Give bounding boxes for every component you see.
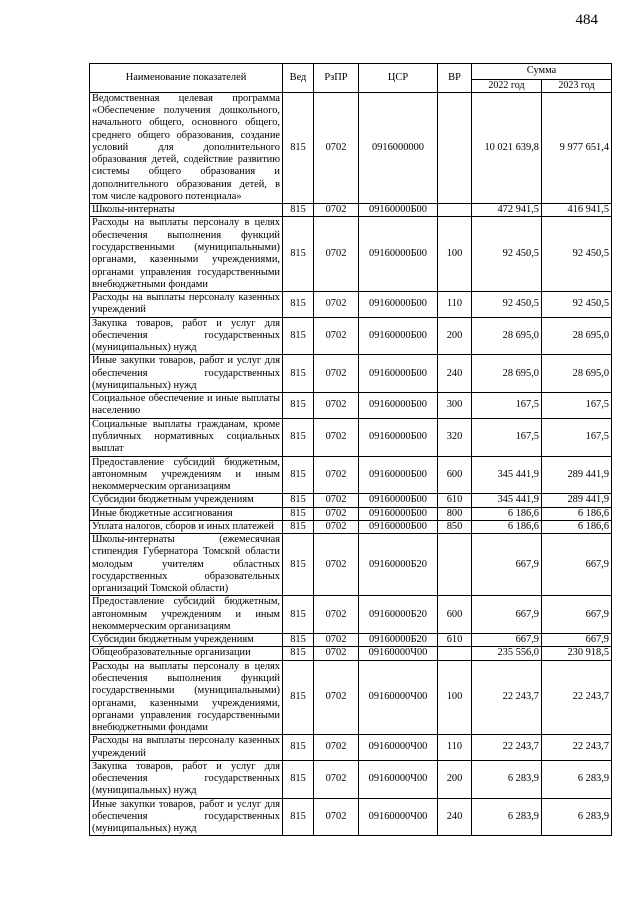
table-row <box>90 760 612 798</box>
row-rzpr: 0702 <box>314 520 359 533</box>
table-row <box>90 798 612 836</box>
row-ved: 815 <box>283 647 314 660</box>
row-name: Социальные выплаты гражданам, кроме публичных нормативных социальных выплат <box>90 418 283 456</box>
row-vr: 610 <box>438 494 472 507</box>
row-rzpr: 0702 <box>314 393 359 419</box>
row-name: Закупка товаров, работ и услуг для обеспечения государственных (муниципальных) нужд <box>90 317 283 355</box>
table-row <box>90 647 612 660</box>
row-csr: 09160000Б00 <box>359 494 438 507</box>
row-rzpr: 0702 <box>314 494 359 507</box>
row-csr: 09160000Ч00 <box>359 660 438 735</box>
row-sum-2023: 667,9 <box>542 596 612 634</box>
row-rzpr: 0702 <box>314 735 359 761</box>
row-name: Общеобразовательные организации <box>90 647 283 660</box>
row-sum-2023: 92 450,5 <box>542 217 612 292</box>
row-name: Иные бюджетные ассигнования <box>90 507 283 520</box>
row-vr: 240 <box>438 355 472 393</box>
row-sum-2023: 6 186,6 <box>542 520 612 533</box>
row-csr: 09160000Б20 <box>359 534 438 596</box>
row-ved: 815 <box>283 393 314 419</box>
row-name: Иные закупки товаров, работ и услуг для обеспечения государственных (муниципальных) нужд <box>90 355 283 393</box>
row-sum-2022: 6 283,9 <box>472 760 542 798</box>
row-sum-2023: 9 977 651,4 <box>542 92 612 203</box>
row-ved: 815 <box>283 596 314 634</box>
row-rzpr: 0702 <box>314 456 359 494</box>
row-csr: 09160000Б00 <box>359 217 438 292</box>
row-ved: 815 <box>283 735 314 761</box>
row-rzpr: 0702 <box>314 204 359 217</box>
header-ved: Вед <box>283 64 314 93</box>
table-header <box>90 64 612 93</box>
row-name: Ведомственная целевая программа «Обеспечение получения дошкольного, начального общего, основного общего, среднего общего образования, создание условий для дополнительного образования детей, содействие развитию системы общего образования и дополнительного образования детей, в том числе кадрового потенциала» <box>90 92 283 203</box>
row-ved: 815 <box>283 798 314 836</box>
row-ved: 815 <box>283 760 314 798</box>
table-row <box>90 217 612 292</box>
row-sum-2023: 416 941,5 <box>542 204 612 217</box>
row-csr: 09160000Б00 <box>359 393 438 419</box>
row-vr <box>438 204 472 217</box>
row-vr: 100 <box>438 660 472 735</box>
row-csr: 09160000Б20 <box>359 596 438 634</box>
table-row <box>90 393 612 419</box>
row-rzpr: 0702 <box>314 355 359 393</box>
row-sum-2022: 345 441,9 <box>472 456 542 494</box>
row-name: Закупка товаров, работ и услуг для обеспечения государственных (муниципальных) нужд <box>90 760 283 798</box>
row-vr: 200 <box>438 760 472 798</box>
row-sum-2022: 92 450,5 <box>472 292 542 318</box>
row-name: Субсидии бюджетным учреждениям <box>90 494 283 507</box>
row-rzpr: 0702 <box>314 660 359 735</box>
row-vr: 320 <box>438 418 472 456</box>
table-row <box>90 520 612 533</box>
row-sum-2022: 6 186,6 <box>472 507 542 520</box>
row-sum-2022: 10 021 639,8 <box>472 92 542 203</box>
header-year-2022: 2022 год <box>472 80 542 93</box>
row-name: Предоставление субсидий бюджетным, автономным учреждениям и иным некоммерческим организациям <box>90 456 283 494</box>
row-csr: 09160000Б00 <box>359 317 438 355</box>
row-vr: 850 <box>438 520 472 533</box>
row-vr: 110 <box>438 735 472 761</box>
row-csr: 09160000Ч00 <box>359 735 438 761</box>
row-csr: 0916000000 <box>359 92 438 203</box>
row-vr: 600 <box>438 596 472 634</box>
header-rzpr: РзПР <box>314 64 359 93</box>
row-vr: 110 <box>438 292 472 318</box>
row-csr: 09160000Б00 <box>359 507 438 520</box>
row-vr <box>438 92 472 203</box>
row-rzpr: 0702 <box>314 534 359 596</box>
table-row <box>90 735 612 761</box>
row-sum-2023: 6 283,9 <box>542 798 612 836</box>
row-name: Иные закупки товаров, работ и услуг для обеспечения государственных (муниципальных) нужд <box>90 798 283 836</box>
row-sum-2023: 230 918,5 <box>542 647 612 660</box>
row-csr: 09160000Б00 <box>359 456 438 494</box>
row-ved: 815 <box>283 660 314 735</box>
table-body <box>90 92 612 836</box>
row-csr: 09160000Б20 <box>359 634 438 647</box>
row-ved: 815 <box>283 317 314 355</box>
row-sum-2022: 667,9 <box>472 634 542 647</box>
row-csr: 09160000Ч00 <box>359 647 438 660</box>
row-ved: 815 <box>283 534 314 596</box>
row-rzpr: 0702 <box>314 647 359 660</box>
row-sum-2022: 667,9 <box>472 534 542 596</box>
row-sum-2023: 28 695,0 <box>542 355 612 393</box>
row-csr: 09160000Б00 <box>359 520 438 533</box>
row-sum-2022: 92 450,5 <box>472 217 542 292</box>
row-csr: 09160000Б00 <box>359 292 438 318</box>
row-vr: 240 <box>438 798 472 836</box>
row-ved: 815 <box>283 456 314 494</box>
header-sum: Сумма <box>472 64 612 80</box>
row-sum-2023: 22 243,7 <box>542 735 612 761</box>
row-sum-2023: 28 695,0 <box>542 317 612 355</box>
row-rzpr: 0702 <box>314 507 359 520</box>
row-rzpr: 0702 <box>314 92 359 203</box>
row-vr: 600 <box>438 456 472 494</box>
row-rzpr: 0702 <box>314 418 359 456</box>
header-name: Наименование показателей <box>90 64 283 93</box>
row-name: Расходы на выплаты персоналу в целях обеспечения выполнения функций государственными (муниципальными) органами, казенными учреждениями, органами управления государственными внебюджетными фондами <box>90 217 283 292</box>
row-sum-2023: 667,9 <box>542 634 612 647</box>
row-vr <box>438 647 472 660</box>
row-ved: 815 <box>283 92 314 203</box>
row-ved: 815 <box>283 204 314 217</box>
table-row <box>90 507 612 520</box>
table-row <box>90 456 612 494</box>
row-vr: 800 <box>438 507 472 520</box>
row-sum-2022: 22 243,7 <box>472 735 542 761</box>
row-name: Уплата налогов, сборов и иных платежей <box>90 520 283 533</box>
header-csr: ЦСР <box>359 64 438 93</box>
row-sum-2023: 92 450,5 <box>542 292 612 318</box>
table-row <box>90 660 612 735</box>
row-rzpr: 0702 <box>314 217 359 292</box>
row-name: Школы-интернаты (ежемесячная стипендия Губернатора Томской области молодым учителям областных государственных образовательных организаций Томской области) <box>90 534 283 596</box>
row-name: Расходы на выплаты персоналу в целях обеспечения выполнения функций государственными (муниципальными) органами, казенными учреждениями, органами управления государственными внебюджетными фондами <box>90 660 283 735</box>
page-number: 484 <box>575 12 598 28</box>
row-sum-2022: 167,5 <box>472 393 542 419</box>
table-row <box>90 317 612 355</box>
row-vr: 100 <box>438 217 472 292</box>
row-rzpr: 0702 <box>314 292 359 318</box>
row-sum-2022: 6 186,6 <box>472 520 542 533</box>
row-sum-2022: 235 556,0 <box>472 647 542 660</box>
row-ved: 815 <box>283 634 314 647</box>
row-sum-2022: 28 695,0 <box>472 317 542 355</box>
row-rzpr: 0702 <box>314 760 359 798</box>
row-ved: 815 <box>283 520 314 533</box>
row-ved: 815 <box>283 292 314 318</box>
row-name: Расходы на выплаты персоналу казенных учреждений <box>90 735 283 761</box>
table-row <box>90 634 612 647</box>
row-vr: 300 <box>438 393 472 419</box>
table-row <box>90 494 612 507</box>
row-csr: 09160000Ч00 <box>359 798 438 836</box>
row-rzpr: 0702 <box>314 798 359 836</box>
row-sum-2022: 167,5 <box>472 418 542 456</box>
row-rzpr: 0702 <box>314 596 359 634</box>
budget-table <box>89 63 612 836</box>
row-sum-2023: 289 441,9 <box>542 494 612 507</box>
row-csr: 09160000Б00 <box>359 204 438 217</box>
row-vr: 610 <box>438 634 472 647</box>
row-rzpr: 0702 <box>314 317 359 355</box>
row-sum-2022: 667,9 <box>472 596 542 634</box>
table-row <box>90 355 612 393</box>
row-csr: 09160000Б00 <box>359 418 438 456</box>
row-sum-2023: 167,5 <box>542 393 612 419</box>
row-sum-2023: 22 243,7 <box>542 660 612 735</box>
row-csr: 09160000Б00 <box>359 355 438 393</box>
table-row <box>90 292 612 318</box>
row-ved: 815 <box>283 217 314 292</box>
row-sum-2022: 472 941,5 <box>472 204 542 217</box>
row-ved: 815 <box>283 494 314 507</box>
row-vr: 200 <box>438 317 472 355</box>
header-vr: ВР <box>438 64 472 93</box>
row-name: Субсидии бюджетным учреждениям <box>90 634 283 647</box>
row-ved: 815 <box>283 507 314 520</box>
row-sum-2023: 6 186,6 <box>542 507 612 520</box>
row-name: Расходы на выплаты персоналу казенных учреждений <box>90 292 283 318</box>
header-year-2023: 2023 год <box>542 80 612 93</box>
row-sum-2023: 6 283,9 <box>542 760 612 798</box>
row-ved: 815 <box>283 355 314 393</box>
table-row <box>90 534 612 596</box>
row-name: Социальное обеспечение и иные выплаты населению <box>90 393 283 419</box>
table-row <box>90 596 612 634</box>
row-sum-2022: 6 283,9 <box>472 798 542 836</box>
table-row <box>90 204 612 217</box>
row-sum-2022: 22 243,7 <box>472 660 542 735</box>
row-sum-2023: 667,9 <box>542 534 612 596</box>
row-rzpr: 0702 <box>314 634 359 647</box>
table-row <box>90 92 612 203</box>
row-name: Предоставление субсидий бюджетным, автономным учреждениям и иным некоммерческим организациям <box>90 596 283 634</box>
row-sum-2022: 28 695,0 <box>472 355 542 393</box>
row-sum-2023: 167,5 <box>542 418 612 456</box>
row-vr <box>438 534 472 596</box>
row-sum-2023: 289 441,9 <box>542 456 612 494</box>
row-name: Школы-интернаты <box>90 204 283 217</box>
row-csr: 09160000Ч00 <box>359 760 438 798</box>
row-ved: 815 <box>283 418 314 456</box>
table-row <box>90 418 612 456</box>
row-sum-2022: 345 441,9 <box>472 494 542 507</box>
